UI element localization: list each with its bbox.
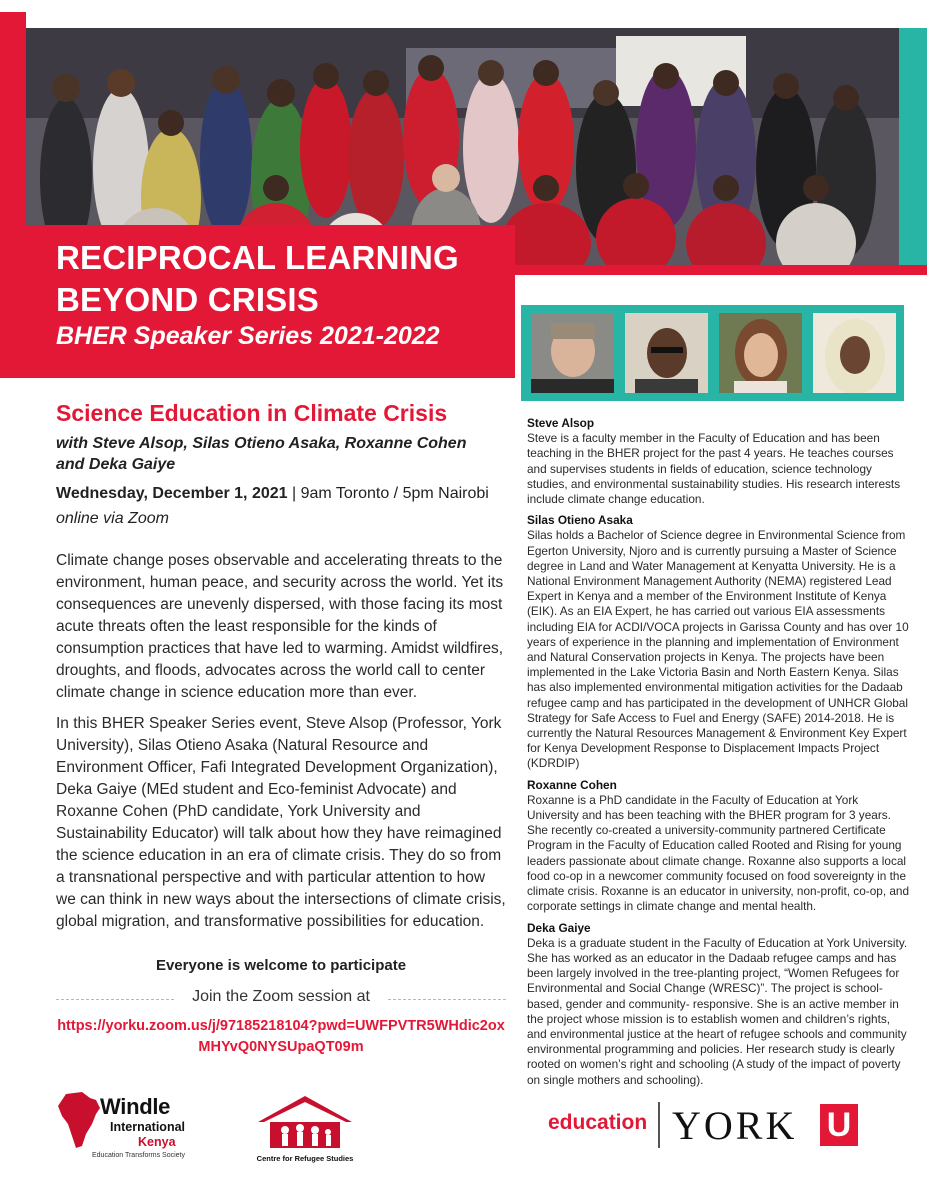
bio-text: Roxanne is a PhD candidate in the Faculty of Education at York University and has been teaching with the BHER program for 3 years. She recently co-created a university-community partnered Certificate Program in the Faculty of Education called Rooted and Rising for young leaders passionate about climate change. Roxanne also supports a local food co-op in a newcomer community focused on food sovereignty in the climate crisis. Roxanne is an educator in university, non-profit, co-op, and corporate settings in climate change and mental health. [527,792,910,914]
event-title: Science Education in Climate Crisis [56,400,448,426]
speaker-photos-strip [521,305,904,401]
york-education-label: education [548,1111,648,1134]
dashed-divider-right [388,999,506,1000]
bio-silas-otieno-asaka [527,513,912,771]
bio-name: Steve Alsop [527,416,595,430]
speaker-photo-silas-otieno-asaka [625,313,708,393]
speaker-bios [527,416,912,1094]
title-banner [0,225,515,378]
bio-text: Silas holds a Bachelor of Science degree in Environmental Science from Egerton University, Njoro and is currently pursuing a Master of Science degree in Land and Water Management at Kenyatta University. He is a National Environment Management Authority (NEMA) registered Lead Expert in Kenya and a member of the Environment Institute of Kenya (EIK). As an EIA Expert, he has carried out various EIA assessments including EIA for ACDI/VOCA projects in Garissa County and has over 10 years of experience in the planning and implementation of Environment and Natural Conservation projects in Kenya. The projects have been implemented in the Lake Victoria Basin and North Eastern Kenya. Silas has also implemented environmental mitigation activities for the Dadaab refugee camp and has participated in the development of UNHCR Global Strategy for Safe Access to Fuel and Energy (SAFE) 2014-2018. He is currently the Natural Resources Management & Environment Key Expert for Kenya Development Response to Displacement Impacts Project (KDRDIP) [527,528,909,771]
centre-for-refugee-studies-logo [250,1092,360,1164]
bio-steve-alsop [527,416,912,507]
bio-name: Deka Gaiye [527,920,591,935]
speaker-photo-steve-alsop [531,313,614,393]
red-divider-bar [515,265,927,275]
bio-roxanne-cohen [527,778,912,915]
event-location: online via Zoom [56,510,169,527]
event-date-time [56,485,489,503]
bio-name: Roxanne Cohen [527,777,617,792]
africa-map-icon [56,1090,102,1150]
body-paragraph-2: In this BHER Speaker Series event, Steve Alsop (Professor, York University), Silas Otieno Asaka (Natural Resource and Environment Officer, Fafi Integrated Development Organization), Deka Gaiye (MEd student and Eco-feminist Advocate) and Roxanne Cohen (PhD candidate, York University and Sustainability Educator) will talk about how they have reimagined the science education in an era of climate crisis. They do so from a transnational perspective and with particular attention to how we can think in new ways about the intersections of climate crisis, global migration, and transformative possibilities for education. [56,715,506,930]
windle-tagline: Education Transforms Society [92,1152,185,1159]
york-wordmark: YORK [672,1103,798,1148]
windle-kenya: Kenya [138,1135,176,1149]
series-subtitle: BHER Speaker Series 2021-2022 [56,322,440,350]
windle-name: Windle [100,1094,171,1119]
speaker-photo-deka-gaiye [813,313,896,393]
windle-international: International [110,1120,186,1134]
bio-name: Silas Otieno Asaka [527,513,633,528]
event-time: 9am Toronto / 5pm Nairobi [300,485,489,502]
bio-deka-gaiye [527,921,912,1088]
speaker-photo-roxanne-cohen [719,313,802,393]
date-separator: | [287,485,301,502]
crs-name: Centre for Refugee Studies [256,1154,354,1163]
york-education-logo [548,1100,878,1148]
event-speakers-line: with Steve Alsop, Silas Otieno Asaka, Roxanne Cohen and Deka Gaiye [56,435,467,473]
welcome-text: Everyone is welcome to participate [155,957,407,974]
teal-accent-bar [899,28,927,265]
refugee-house-icon [250,1092,360,1152]
bio-text: Steve is a faculty member in the Faculty of Education and has been teaching in the BHER project for the past 4 years. He teaches courses and supervises students in fields of education, science technology studies, and environmental sustainability studies. His research interests include climate change education. [527,431,901,507]
bio-text: Deka is a graduate student in the Faculty of Education at York University. She has worked as an educator in the Dadaab refugee camps and has been largely involved in the tree-planting project, “Women Refugees for Environmental and Social Change (WRESC)”. The project is school-based, gender and community- responsive. She is an active member in the project whose mission is to establish women and children’s rights, and environmental justice at the heart of refugee schools and community environmental programming and policies. Her research study is clearly rooted on women’s right and schooling (A study of the impact of poverty on single mothers and schooling). [527,935,908,1087]
body-paragraph-1: Climate change poses observable and accelerating threats to the environment, human peace, and security across the world. Yet its consequences are unevenly dispersed, with those facing its most acute threats often the least responsible for the kinds of consumption practices that have led to warming. Amidst wildfires, droughts, and floods, advocates across the world call to center climate change in science education more than ever. [56,552,504,701]
join-zoom-text: Join the Zoom session at [192,988,370,1005]
title-line-1: RECIPROCAL LEARNING [56,239,459,276]
york-logo-divider [658,1102,660,1148]
windle-international-logo [52,1088,212,1160]
title-line-2: BEYOND CRISIS [56,281,319,318]
zoom-link[interactable]: https://yorku.zoom.us/j/97185218104?pwd=UWFPVTR5WHdic2oxMHYvQ0NYSUpaQT09m [57,1018,505,1055]
york-u-mark: U [820,1104,858,1146]
event-date: Wednesday, December 1, 2021 [56,485,288,502]
join-zoom-row [56,988,506,1010]
